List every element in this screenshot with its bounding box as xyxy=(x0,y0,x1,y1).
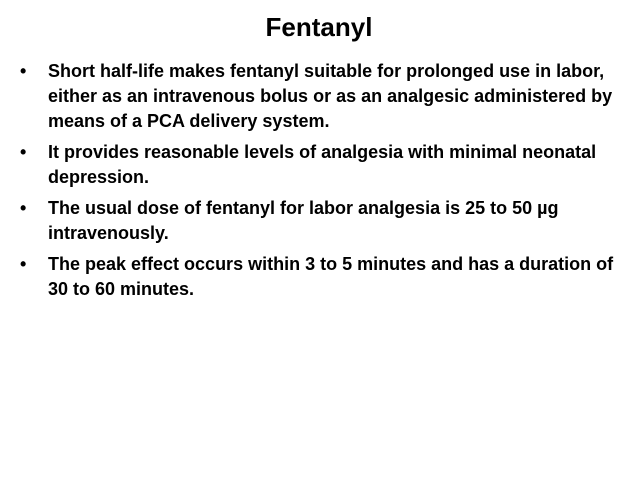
bullet-icon: • xyxy=(20,61,27,81)
list-item xyxy=(20,140,620,190)
bullet-icon: • xyxy=(20,142,27,162)
list-item xyxy=(20,196,620,246)
bullet-text: It provides reasonable levels of analgesia with minimal neonatal depression. xyxy=(48,142,597,187)
slide-title: Fentanyl xyxy=(265,12,373,42)
bullet-icon: • xyxy=(20,254,27,274)
bullet-text: The peak effect occurs within 3 to 5 minutes and has a duration of 30 to 60 minutes. xyxy=(48,254,614,299)
bullet-text: The usual dose of fentanyl for labor analgesia is 25 to 50 µg intravenously. xyxy=(48,198,559,243)
list-item xyxy=(20,252,620,302)
list-item xyxy=(20,59,620,134)
bullet-list xyxy=(20,59,620,308)
bullet-icon: • xyxy=(20,198,27,218)
bullet-text: Short half-life makes fentanyl suitable for prolonged use in labor, either as an intravenous bolus or as an analgesic administered by means of a PCA delivery system. xyxy=(48,61,613,131)
